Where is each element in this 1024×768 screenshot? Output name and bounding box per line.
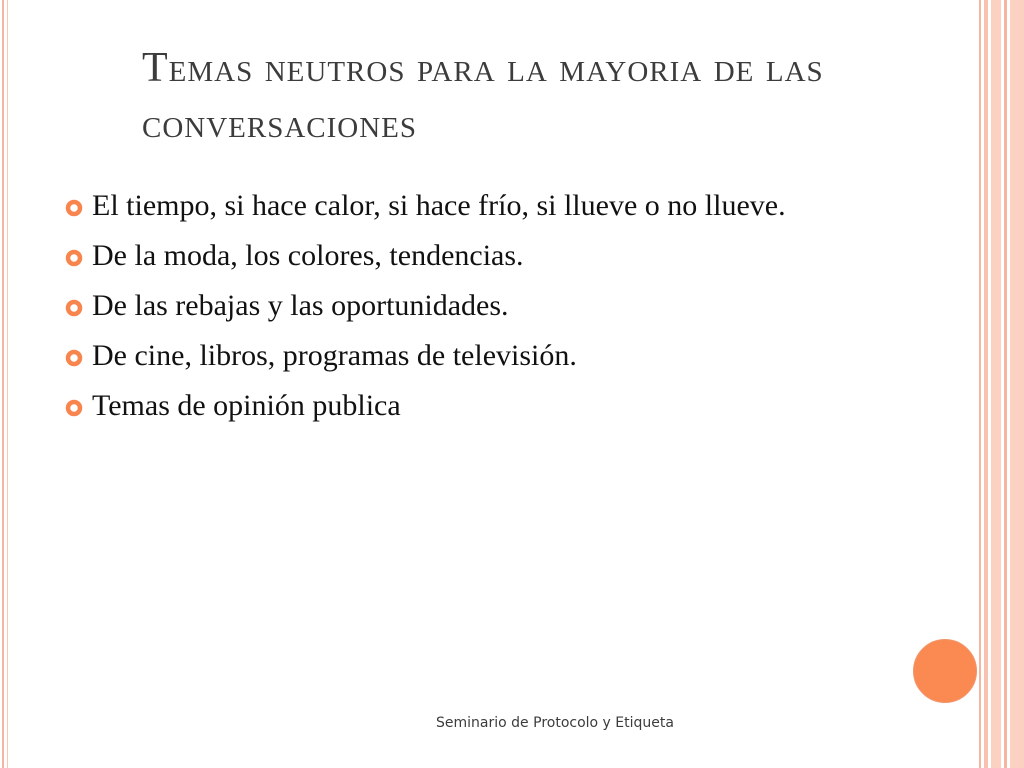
bullet-item [62, 187, 922, 225]
slide-footer: Seminario de Protocolo y Etiqueta [436, 715, 674, 731]
ring-bullet-icon [65, 249, 83, 267]
right-border-stripe [984, 0, 988, 768]
left-border-line-inner [7, 0, 8, 768]
bullet-item [62, 387, 922, 425]
right-border-stripe [979, 0, 981, 768]
bullet-text: De cine, libros, programas de televisión. [92, 339, 577, 372]
bullet-text: Temas de opinión publica [92, 389, 401, 422]
slide-title: Temas neutros para la mayoria de las conversaciones [142, 45, 824, 147]
right-border-stripe [991, 0, 1001, 768]
orange-circle-decoration [913, 639, 977, 703]
ring-bullet-icon [65, 299, 83, 317]
bullet-text: De las rebajas y las oportunidades. [92, 289, 509, 322]
bullet-item [62, 237, 922, 275]
ring-bullet-icon [65, 399, 83, 417]
bullet-text: De la moda, los colores, tendencias. [92, 239, 524, 272]
ring-bullet-icon [65, 349, 83, 367]
left-border-line [2, 0, 4, 768]
ring-bullet-icon [65, 199, 83, 217]
bullet-item [62, 287, 922, 325]
bullet-list [62, 187, 922, 437]
right-border-stripe [1010, 0, 1024, 768]
right-border-stripe [1004, 0, 1007, 768]
bullet-text: El tiempo, si hace calor, si hace frío, si llueve o no llueve. [92, 189, 786, 222]
bullet-item [62, 337, 922, 375]
